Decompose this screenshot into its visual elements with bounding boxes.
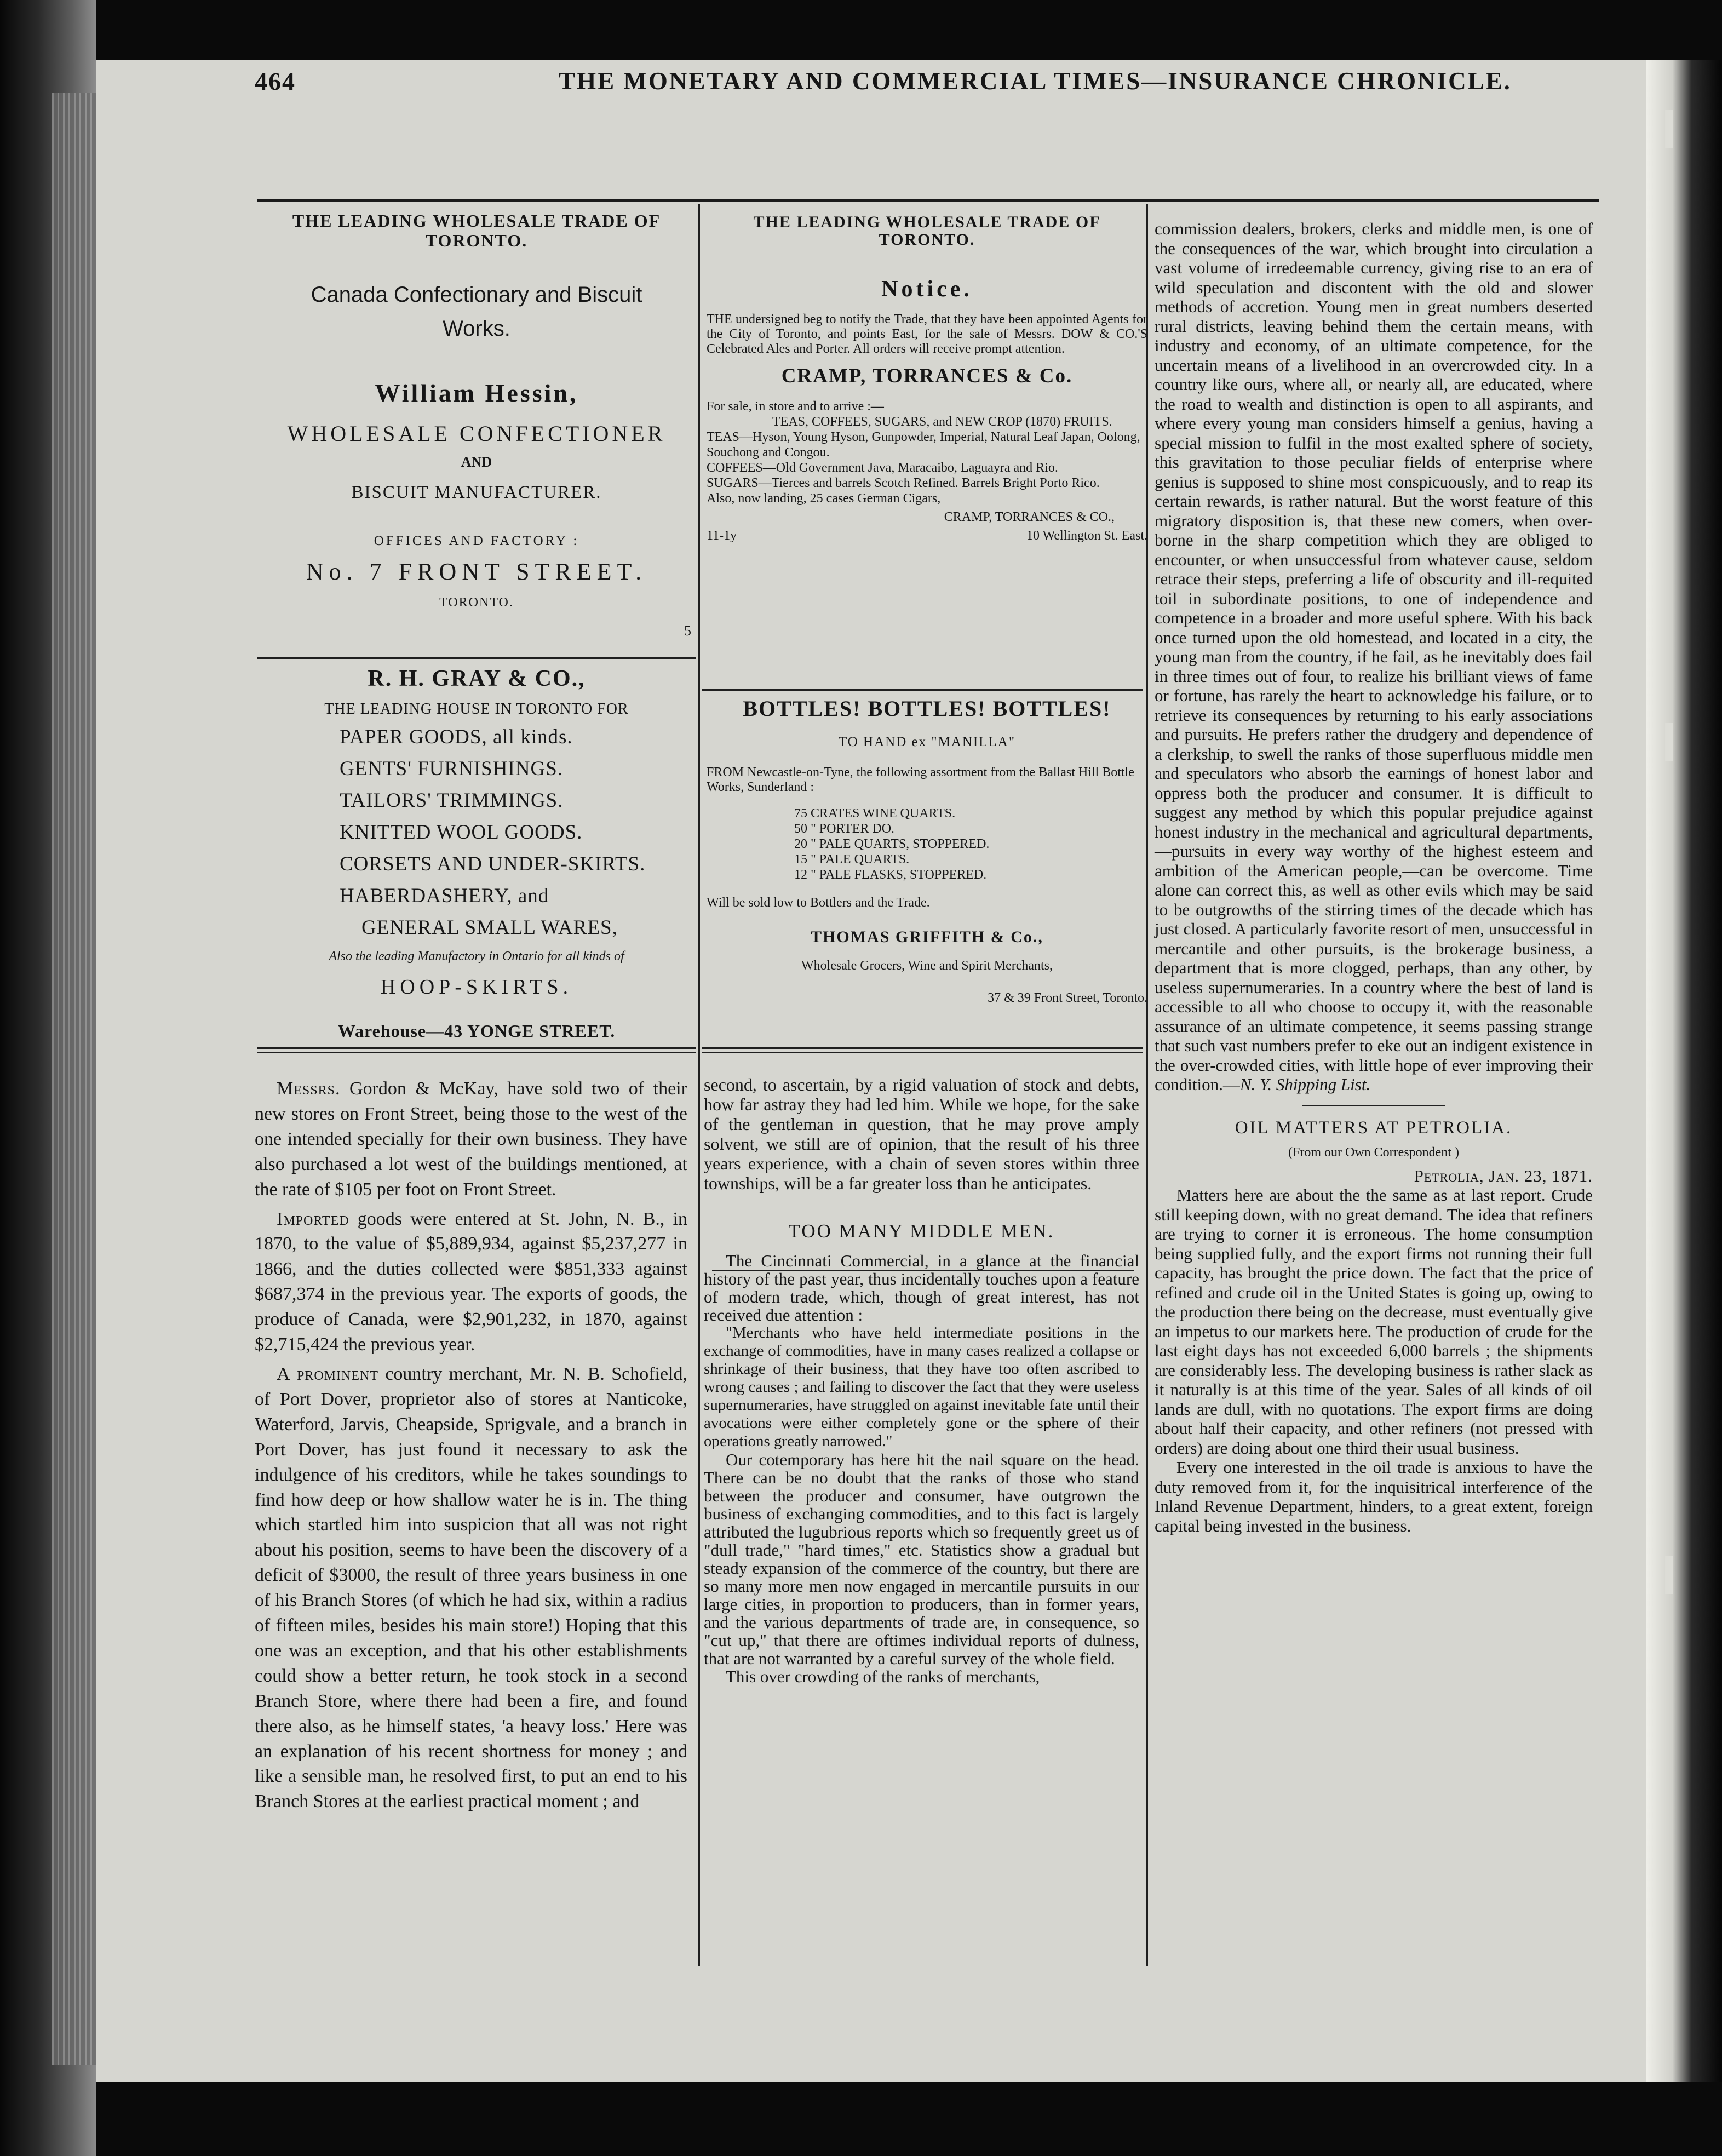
ad-line: WHOLESALE CONFECTIONER	[287, 421, 666, 446]
paragraph-text: commission dealers, brokers, clerks and middle men, is one of the consequences of the war, which brought into circulation a vast volume of irredeemable currency, giving rise to an era of wild speculation and discontent with the old and slower methods of accretion. Young men in great numbers deserted rural districts, leaving behind them the certain means, with industry and economy, of an ultimate competence, for the uncertain means of a livelihood in an overcrowded city. In a country like ours, where all, or nearly all, are educated, where the road to wealth and distinction is open to all aspirants, and where every young man considers himself a genius, having a special mission to fulfil in the most exalted sphere of society, this gravitation to those peculiar fields of enterprise where genius is supposed to shine most conspicuously, and to reap its certain rewards, is rather natural. But the worst feature of this migratory disposition is, that these new comers, when over-borne in the sharp competition which they are obliged to encounter, or when unsuccessful from whatever cause, seldom retrace their steps, preferring a life of obscurity and ill-requited toil in subordinate positions, to one of independence and competence in a broader and more useful sphere. With his back once turned upon the old homestead, and located in a city, the young man from the country, if he fail, as he inevitably does fail in three times out of four, to realize his brilliant views of fame or fortune, has rarely the heart to acknowledge his failure, or to retrieve its consequences by returning to his early associations and pursuits. He prefers rather the drudgery and dependence of a clerkship, to swell the ranks of those superfluous middle men and speculators who absorb the earnings of honest labor and oppress both the producer and consumer. It is difficult to suggest any method by which this popular prejudice against honest industry in the mechanical and agricultural departments,—pursuits in every way worthy of the highest esteem and ambition of the American people,—can be overcome. Time alone can correct this, as well as other evils which may be said to be outgrowths of the stirring times of the decade which has just closed. A particularly favorite resort of men, unsuccessful in mercantile and other pursuits, is the brokerage business, a department that is more clogged, perhaps, than any other, by useless supernumeraries. In a country where the best of land is accessible to all who choose to occupy it, with the reasonable assurance of an ultimate competence, it seems passing strange that such vast numbers prefer to eke out an indigent existence in the over-crowded cities, with little hope of ever improving their condition.—	[1155, 219, 1593, 1094]
ad-item: CORSETS AND UNDER-SKIRTS.	[340, 853, 646, 875]
ornament-rule	[1155, 1100, 1593, 1111]
ad-teas: TEAS—Hyson, Young Hyson, Gunpowder, Imperial, Natural Leaf Japan, Oolong, Souchong and Congou.	[707, 430, 1140, 460]
ad-bottles	[707, 696, 1147, 1006]
ad-lead: THE LEADING WHOLESALE TRADE OF TORONTO.	[753, 213, 1101, 249]
paragraph-text: Our cotemporary has here hit the nail square on the head. There can be no doubt that the ranks of those who stand between the producer and consumer, have outgrown the business of exchanging commodities, and to this fact is largely attributed the lugubrious reports which so frequently greet us of "dull trade," "hard times," etc. Statistics show a gradual but steady expansion of the commerce of the country, but there are so many more men now engaged in mercantile pursuits in our large cities, in proportion to producers, than in former years, and the various departments of trade are, in consequence, so "cut up," that there are oftimes individual reports of dulness, that are not warranted by a careful survey of the whole field.	[704, 1450, 1139, 1668]
ad-tohand: TO HAND ex "MANILLA"	[838, 735, 1016, 749]
ad-item: TAILORS' TRIMMINGS.	[340, 789, 564, 812]
page-header	[255, 0, 1602, 208]
ad-divider	[257, 1047, 696, 1049]
ad-also: Also the leading Manufactory in Ontario for all kinds of	[329, 949, 624, 964]
ad-hessin	[257, 211, 696, 639]
ad-city: TORONTO.	[439, 595, 514, 610]
column-2-text	[704, 1075, 1139, 1685]
ad-crate-item: 15 " PALE QUARTS.	[794, 852, 910, 867]
ad-hoop: HOOP-SKIRTS.	[380, 976, 573, 999]
ad-firm: CRAMP, TORRANCES & Co.	[781, 365, 1073, 387]
ad-sold: Will be sold low to Bottlers and the Trade.	[707, 896, 930, 910]
ad-sugars: SUGARS—Tierces and barrels Scotch Refined. Barrels Bright Porto Rico.	[707, 476, 1100, 490]
ad-name: William Hessin,	[375, 379, 578, 407]
paragraph-text: Gordon & McKay, have sold two of their new stores on Front Street, being those to the west of the one intended specially for their own business. They have also purchased a lot west of the buildings mentioned, at the rate of $105 per foot on Front Street.	[255, 1079, 687, 1200]
ad-crate-item: 50 " PORTER DO.	[794, 822, 895, 836]
header-rule	[257, 199, 1599, 202]
ad-divider	[257, 1052, 696, 1053]
column-divider	[698, 204, 700, 1966]
ad-crate-item: 12 " PALE FLASKS, STOPPERED.	[794, 868, 987, 882]
edge-mark	[1665, 723, 1673, 761]
paragraph	[255, 1207, 687, 1357]
ad-crates	[794, 806, 1147, 882]
lead-word: Imported	[277, 1208, 349, 1229]
ad-works: Canada Confectionary and Biscuit Works.	[311, 283, 642, 341]
dateline: Petrolia, Jan. 23, 1871.	[1414, 1166, 1593, 1185]
ad-firm: THOMAS GRIFFITH & Co.,	[811, 928, 1043, 946]
ad-gray	[257, 666, 696, 1041]
paragraph	[255, 1362, 687, 1814]
ad-and: AND	[461, 454, 492, 470]
ad-code: 11-1y	[707, 529, 737, 543]
right-page-edge	[1646, 60, 1722, 2082]
ad-sign-line	[707, 528, 1147, 543]
paragraph-text: Matters here are about the the same as at last report. Crude still keeping down, with no great demand. The idea that refiners are trying to corner it is erroneous. The home consumption being supplied fully, and the export firms not running their full capacity, has brought the price down. The fact that the price of refined and crude oil in the United States is going up, owing to the production there being on the decrease, must eventually give an impetus to our markets here. The production of crude for the last eight days has not exceeded 6,000 barrels ; the shipments are considerably less. The developing business is rather slack as it naturally is at this time of the year. Sales of all kinds of oil lands are dull, with no quotations. The export firms are doing about half their capacity, and other refiners (not pressed with orders) are doing about one third their usual business.	[1155, 1185, 1593, 1458]
ad-notice-text: THE undersigned beg to notify the Trade, that they have been appointed Agents for the City of Toronto, and points East, for the sale of Messrs. DOW & CO.'S Celebrated Ales and Porter. All orders will receive prompt attention.	[707, 312, 1147, 356]
ad-crate-item: 75 CRATES WINE QUARTS.	[794, 806, 956, 821]
article-heading: TOO MANY MIDDLE MEN.	[788, 1220, 1055, 1242]
ad-offices: OFFICES AND FACTORY :	[374, 534, 579, 548]
ad-crate-item: 20 " PALE QUARTS, STOPPERED.	[794, 837, 990, 851]
ad-items	[340, 721, 696, 944]
paragraph	[255, 1076, 687, 1202]
edge-mark	[1665, 110, 1673, 148]
paragraph-text: country merchant, Mr. N. B. Schofield, of Port Dover, proprietor also of stores at Nanticoke, Waterford, Jarvis, Cheapside, Sprigvale, and a branch in Port Dover, has just found it necessary to ask the indulgence of his creditors, while he takes soundings to find how deep or how shallow water he is in. The thing which startled him into suspicion that all was not right about his position, seems to have been the discovery of a deficit of $3000, the result of three years business in one of his Branch Stores (of which he had six, within a radius of fifteen miles, besides his main store!) Hoping that this one was an exception, and that his other establishments could show a better return, he took stock in a second Branch Store, where there had been a fire, and found there also, as he himself states, 'a heavy loss.' Here was an explanation of his recent shortness for money ; and like a sensible man, he resolved first, to put an end to his Branch Stores at the earliest practical moment ; and	[255, 1363, 688, 1812]
ad-lead: THE LEADING WHOLESALE TRADE OF TORONTO.	[292, 211, 661, 250]
ad-subtitle: THE LEADING HOUSE IN TORONTO FOR	[324, 701, 629, 718]
paragraph-text: goods were entered at St. John, N. B., in 1870, to the value of $5,889,934, against $5,237,277 in 1866, and the duties collected were $851,333 against $687,374 in the previous year. The exports of goods, the produce of Canada, were $2,901,232, in 1870, against $2,715,424 the previous year.	[255, 1208, 687, 1355]
ad-cigars: Also, now landing, 25 cases German Cigars,	[707, 491, 941, 506]
ad-item: HABERDASHERY, and	[340, 885, 549, 907]
quotation: "Merchants who have held intermediate positions in the exchange of commodities, have in many cases realized a collapse or shrinkage of their business, that they have too often ascribed to wrong causes ; and failing to discover the fact that they were useless supernumeraries, have struggled on against inevitable fate until their avocations were either completely gone or the sphere of their operations greatly narrowed."	[704, 1324, 1139, 1450]
lead-word: A prominent	[277, 1363, 379, 1384]
ad-from: FROM Newcastle-on-Tyne, the following assortment from the Ballast Hill Bottle Works, Sunderland :	[707, 765, 1134, 794]
ad-notice: Notice.	[881, 277, 973, 302]
ad-address: 37 & 39 Front Street, Toronto.	[988, 991, 1147, 1005]
page-number: 464	[255, 67, 296, 95]
citation: N. Y. Shipping List.	[1239, 1075, 1371, 1094]
paragraph-text: This over crowding of the ranks of merchants,	[726, 1667, 1040, 1686]
ad-coffees: COFFEES—Old Government Java, Maracaibo, Laguayra and Rio.	[707, 461, 1058, 475]
ad-line: BISCUIT MANUFACTURER.	[351, 483, 602, 502]
ad-item: PAPER GOODS, all kinds.	[340, 726, 573, 748]
ad-item: GENERAL SMALL WARES,	[361, 916, 618, 939]
ad-cramp	[707, 214, 1147, 543]
correspondent-note: (From our Own Correspondent )	[1288, 1145, 1459, 1160]
column-3-text	[1155, 219, 1593, 1535]
ad-number: 5	[684, 623, 691, 639]
lead-word: Messrs.	[277, 1079, 341, 1099]
ad-sign-firm: CRAMP, TORRANCES & CO.,	[944, 510, 1115, 524]
ad-title: R. H. GRAY & CO.,	[368, 666, 586, 691]
paragraph-text: The Cincinnati Commercial, in a glance at the financial history of the past year, thus incidentally touches upon a feature of modern trade, which, though of great interest, has not received due attention :	[704, 1251, 1139, 1324]
ad-address: 10 Wellington St. East.	[1026, 529, 1147, 543]
ad-divider	[257, 657, 696, 659]
running-title: THE MONETARY AND COMMERCIAL TIMES—INSURANCE CHRONICLE.	[559, 67, 1512, 95]
ad-trade: Wholesale Grocers, Wine and Spirit Merchants,	[801, 959, 1053, 973]
ad-divider	[702, 1047, 1143, 1049]
ad-street: No. 7 FRONT STREET.	[306, 558, 647, 585]
ad-item: KNITTED WOOL GOODS.	[340, 821, 583, 844]
ad-warehouse: Warehouse—43 YONGE STREET.	[337, 1021, 616, 1041]
column-1-text	[255, 1076, 687, 1814]
article-heading: OIL MATTERS AT PETROLIA.	[1235, 1117, 1513, 1138]
page-edges	[52, 93, 96, 2065]
edge-mark	[1665, 1556, 1673, 1594]
ad-divider	[702, 689, 1143, 691]
paragraph	[1155, 219, 1593, 1094]
ad-title: BOTTLES! BOTTLES! BOTTLES!	[743, 696, 1111, 721]
paragraph-text: second, to ascertain, by a rigid valuation of stock and debts, how far astray they had led him. While we hope, for the sake of the gentleman in question, that he may prove amply solvent, we still are of opinion, that the result of his three years experience, with a chain of seven stores within three townships, will be a far greater loss than he anticipates.	[704, 1075, 1139, 1193]
ad-forsale: For sale, in store and to arrive :—	[707, 399, 884, 414]
paragraph-text: Every one interested in the oil trade is anxious to have the duty removed from it, for the inquisitrical interference of the Inland Revenue Department, hinders, to a great extent, foreign capital being invested in the business.	[1155, 1458, 1593, 1535]
ad-divider	[702, 1052, 1143, 1053]
ad-item: GENTS' FURNISHINGS.	[340, 758, 564, 780]
ad-goods-list: TEAS, COFFEES, SUGARS, and NEW CROP (1870) FRUITS.	[772, 415, 1112, 429]
